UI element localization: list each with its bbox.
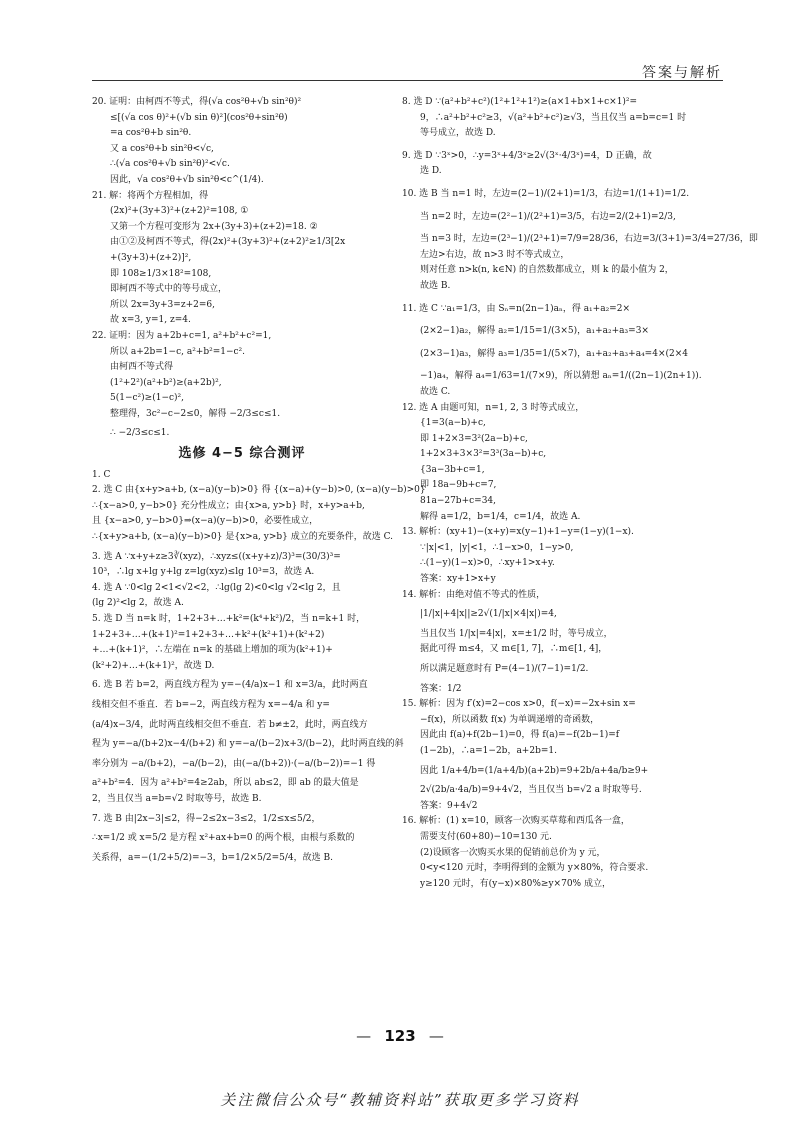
answer-line: 10³，∴lg x+lg y+lg z=lg(xyz)≤lg 10³=3，故选 A. [92,567,315,578]
right-column [402,95,758,892]
answer-line: a²+b²=4．因为 a²+b²=4≥2ab，所以 ab≤2，即 ab 的最大值是 [92,778,359,789]
answer-line: 故选 C. [420,386,451,397]
answer-line: 3. 选 A ∵x+y+z≥3∛(xyz)，∴xyz≤((x+y+z)/3)³=(30/3)³= [92,551,341,562]
answer-line: 当 n=2 时，左边=(2²−1)/(2²+1)=3/5，右边=2/(2+1)=2/3, [420,211,676,222]
page-number-value: 123 [384,1027,416,1045]
page-number-dash-right: — [428,1027,444,1045]
answer-line: 1. C [92,469,111,480]
answer-line: 20. 证明：由柯西不等式，得(√a cos²θ+√b sin²θ)² [92,97,302,107]
answer-line: 16. 解析：(1) x=10，顾客一次购买草莓和西瓜各一盒， [402,816,630,827]
answer-line: 11. 选 C ∵a₁=1/3，由 Sₙ=n(2n−1)aₙ，得 a₁+a₂=2× [402,303,630,314]
answer-line: 故 x=3, y=1, z=4. [110,315,191,326]
answer-line: (2)设顾客一次购买水果的促销前总价为 y 元， [420,847,606,858]
answer-line: 线相交但不垂直．若 b=−2，两直线方程为 x=−4/a 和 y= [92,699,330,710]
answer-line: 2. 选 C 由{x+y>a+b, (x−a)(y−b)>0} 得 {(x−a)+(y−b)>0, (x−a)(y−b)>0} [92,485,426,496]
answer-line: 程为 y=−a/(b+2)x−4/(b+2) 和 y=−a/(b−2)x+3/(b−2)，此时两直线的斜 [92,739,404,750]
answer-line: 等号成立，故选 D. [420,128,496,139]
answer-line: (1²+2²)(a²+b²)≥(a+2b)², [110,377,222,388]
header-rule [92,80,723,81]
answer-line: +…+(k+1)²，∴左端在 n=k 的基础上增加的项为(k²+1)+ [92,645,333,656]
answer-line: 2，当且仅当 a=b=√2 时取等号，故选 B. [92,793,262,804]
answer-line: ∴{x−a>0, y−b>0} 充分性成立；由{x>a, y>b} 时，x+y>a+b, [92,500,365,511]
answer-line: 13. 解析：(xy+1)−(x+y)=x(y−1)+1−y=(1−y)(1−x). [402,527,634,538]
answer-line: 又第一个方程可变形为 2x+(3y+3)+(z+2)=18. ② [110,221,318,232]
answer-line: ∴(√a cos²θ+√b sin²θ)²<√c. [110,159,230,170]
answer-line: 6. 选 B 若 b=2，两直线方程为 y=−(4/a)x−1 和 x=3/a，此时两直 [92,680,368,691]
answer-line: 需要支付(60+80)−10=130 元. [420,831,552,842]
answer-line: 7. 选 B 由|2x−3|≤2，得−2≤2x−3≤2，1/2≤x≤5/2， [92,813,321,824]
answer-line: =a cos²θ+b sin²θ. [110,128,192,139]
answer-line: 21. 解：将两个方程相加，得 [92,190,209,201]
answer-line: 据此可得 m≤4，又 m∈[1, 7]，∴m∈[1, 4]， [420,644,608,655]
answer-line: 1+2×3+3×3²=3³(3a−b)+c, [420,449,547,460]
running-header-title: 答案与解析 [642,65,722,81]
page-number-dash-left: — [356,1027,372,1045]
answer-line: 则对任意 n>k(n, k∈N) 的自然数都成立，则 k 的最小值为 2， [420,265,674,276]
answer-line: 由柯西不等式得 [110,362,174,373]
answer-line: 5(1−c²)≥(1−c)², [110,393,185,404]
answer-line: y≥120 元时，有(y−x)×80%≥y×70% 成立， [420,878,611,889]
answer-line: 22. 证明：因为 a+2b+c=1, a²+b²+c²=1, [92,330,272,341]
answer-line: |1/|x|+4|x||≥2√(1/|x|×4|x|)=4, [420,609,557,620]
answer-line: 即柯西不等式中的等号成立， [110,284,228,295]
answer-line: {3a−3b+c=1, [420,464,485,475]
answer-line: {1=3(a−b)+c, [420,418,486,429]
answer-line: 答案：9+4√2 [420,800,478,811]
answer-line: 2√(2b/a·4a/b)=9+4√2，当且仅当 b=√2 a 时取等号. [420,785,642,796]
answer-line: ∴(1−y)(1−x)>0，∴xy+1>x+y. [420,558,555,569]
answer-line: (2x)²+(3y+3)²+(z+2)²=108, ① [110,206,249,217]
answer-line: −1)a₄，解得 a₄=1/63=1/(7×9)，所以猜想 aₙ=1/((2n−1)(2n+1)). [420,371,702,382]
answer-line: ≤[(√a cos θ)²+(√b sin θ)²](cos²θ+sin²θ) [110,112,288,123]
answer-line: 8. 选 D ∵(a²+b²+c²)(1²+1²+1²)≥(a×1+b×1+c×1)²= [402,97,638,107]
answer-line: 所以 a+2b=1−c, a²+b²=1−c². [110,346,246,357]
answer-line: 又 a cos²θ+b sin²θ<√c, [110,143,214,154]
answer-line: 由①②及柯西不等式，得(2x)²+(3y+3)²+(z+2)²≥1/3[2x [110,237,346,248]
answer-line: 当 n=3 时，左边=(2³−1)/(2³+1)=7/9=28/36，右边=3/(3+1)=3/4=27/36，即 [420,234,758,245]
answer-line: 当且仅当 1/|x|=4|x|，x=±1/2 时，等号成立， [420,628,613,639]
answer-line: 9，∴a²+b²+c²≥3，√(a²+b²+c²)≥√3，当且仅当 a=b=c=1 时 [420,112,687,123]
answer-line: 答案：1/2 [420,683,462,694]
footer-promo-note: 关注微信公众号“教辅资料站”获取更多学习资料 [220,1091,580,1109]
answer-line: 即 18a−9b+c=7, [420,480,497,491]
answer-line: 关系得，a=−(1/2+5/2)=−3，b=1/2×5/2=5/4，故选 B. [92,852,333,863]
answer-line: 10. 选 B 当 n=1 时，左边=(2−1)/(2+1)=1/3，右边=1/(1+1)=1/2. [402,188,690,199]
page-number [0,1027,800,1045]
answer-line: 率分别为 −a/(b+2)，−a/(b−2)，由(−a/(b+2))·(−a/(b−2))=−1 得 [92,758,376,769]
answer-line: 因此，√a cos²θ+√b sin²θ<c^(1/4). [110,174,264,185]
answer-line: (k²+2)+…+(k+1)²，故选 D. [92,660,215,671]
answer-line: 故选 B. [420,280,451,291]
answer-line: +(3y+3)+(z+2)]², [110,252,192,263]
answer-line: 4. 选 A ∵0<lg 2<1<√2<2，∴lg(lg 2)<0<lg √2<lg 2，且 [92,582,341,593]
answer-line: 且 {x−a>0, y−b>0}⇒(x−a)(y−b)>0，必要性成立， [92,516,319,527]
answer-line: ∴ −2/3≤c≤1. [110,428,170,439]
answer-line: (2×2−1)a₂，解得 a₂=1/15=1/(3×5)，a₁+a₂+a₃=3× [420,326,649,337]
answer-line: 0<y<120 元时，李明得到的金额为 y×80%，符合要求. [420,863,649,874]
answer-line: 因此 1/a+4/b=(1/a+4/b)(a+2b)=9+2b/a+4a/b≥9+ [420,765,649,776]
answer-line: 左边>右边，故 n>3 时不等式成立， [420,249,570,260]
answer-line: 即 1+2×3=3²(2a−b)+c, [420,433,528,444]
answer-line: 整理得，3c²−c−2≤0，解得 −2/3≤c≤1. [110,408,281,419]
answer-line: 因此由 f(a)+f(2b−1)=0，得 f(a)=−f(2b−1)=f [420,730,620,741]
answer-line: 选 D. [420,166,442,177]
answer-line: 答案：xy+1>x+y [420,574,496,585]
answer-line: 12. 选 A 由题可知，n=1, 2, 3 时等式成立， [402,402,585,413]
answer-line: (2×3−1)a₃，解得 a₃=1/35=1/(5×7)，a₁+a₂+a₃+a₄=4×(2×4 [420,348,688,359]
answer-line: ∵|x|<1，|y|<1，∴1−x>0，1−y>0, [420,542,574,553]
answer-line: ∴x=1/2 或 x=5/2 是方程 x²+ax+b=0 的两个根，由根与系数的 [92,833,355,844]
answer-line: 所以 2x=3y+3=z+2=6, [110,299,215,310]
answer-line: −f(x)，所以函数 f(x) 为单调递增的奇函数， [420,714,600,725]
answer-line: (1−2b)，∴a=1−2b，a+2b=1. [420,745,557,756]
answer-line: 15. 解析：因为 f′(x)=2−cos x>0，f(−x)=−2x+sin x= [402,699,636,710]
answer-line: ∴{x+y>a+b, (x−a)(y−b)>0} 是{x>a, y>b} 成立的充要条件，故选 C. [92,532,394,543]
section-title: 选修 4−5 综合测评 [178,446,306,462]
answer-line: 9. 选 D ∵3ˣ>0，∴y=3ˣ+4/3ˣ≥2√(3ˣ·4/3ˣ)=4，D 正确，故 [402,150,652,161]
answer-line: 所以满足题意时有 P=(4−1)/(7−1)=1/2. [420,664,589,674]
answer-line: 解得 a=1/2，b=1/4，c=1/4，故选 A. [420,511,581,522]
answer-line: 14. 解析：由绝对值不等式的性质， [402,589,546,600]
answer-line: 1+2+3+…+(k+1)²=1+2+3+…+k²+(k²+1)+(k²+2) [92,629,325,640]
answer-line: (lg 2)²<lg 2，故选 A. [92,598,184,609]
answer-line: 即 108≥1/3×18²=108, [110,268,212,279]
answer-line: 81a−27b+c=34, [420,496,497,507]
answer-line: (a/4)x−3/4，此时两直线相交但不垂直．若 b≠±2，此时，两直线方 [92,719,368,730]
answer-line: 5. 选 D 当 n=k 时，1+2+3+…+k²=(k⁴+k²)/2，当 n=k+1 时， [92,614,366,624]
left-column [92,95,426,866]
